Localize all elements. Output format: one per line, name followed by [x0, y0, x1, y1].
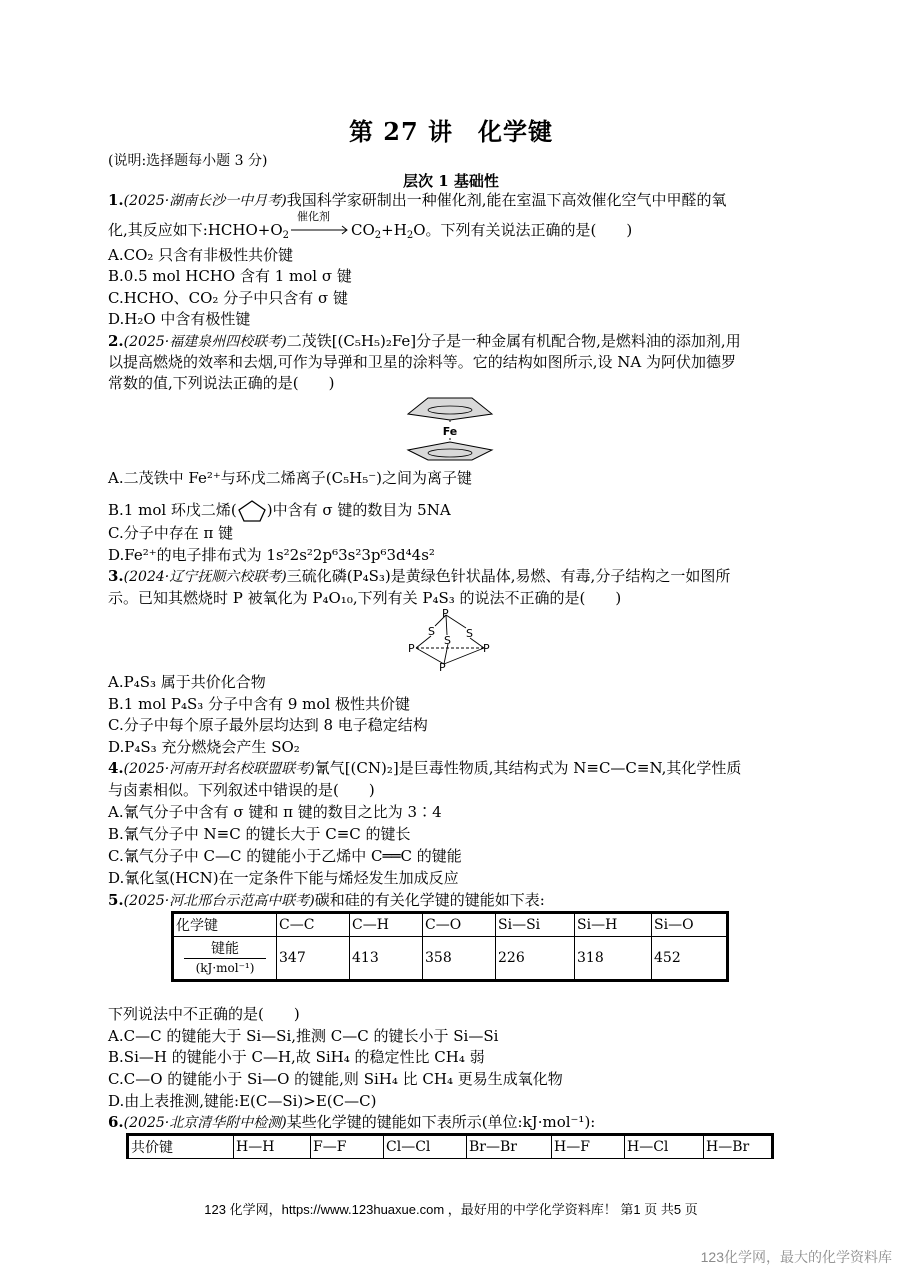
- table-header-cell: 化学键: [173, 913, 277, 937]
- table-header-cell: H—Br: [704, 1135, 773, 1159]
- q2-text-line1: 二茂铁[(C₅H₅)₂Fe]分子是一种金属有机配合物,是燃料油的添加剂,用: [286, 332, 741, 350]
- q5-option-a: A.C—C 的键能大于 Si—Si,推测 C—C 的键长小于 Si—Si: [108, 1027, 499, 1045]
- q1-line2: 化,其反应如下$:HCHO+O_2$ 催化剂 $CO_2+H_2O$。下列有关说法正确的是( ): [108, 220, 632, 240]
- q3-text-line1: 三硫化磷(P₄S₃)是黄绿色针状晶体,易燃、有毒,分子结构之一如图所: [286, 567, 731, 585]
- site-watermark: 123化学网，最大的化学资料库: [700, 1249, 892, 1265]
- q5-source: (2025·河北邢台示范高中联考): [123, 893, 315, 909]
- q4-option-a: A.氰气分子中含有 σ 键和 π 键的数目之比为 3∶4: [108, 803, 442, 821]
- q3-option-b: B.1 mol P₄S₃ 分子中含有 9 mol 极性共价键: [108, 695, 410, 713]
- q5-bond-energy-table: [171, 911, 729, 982]
- table-header-cell: F—F: [311, 1135, 384, 1159]
- catalyst-label: 催化剂: [297, 210, 330, 223]
- q5-number: 5.: [108, 891, 124, 909]
- table-header-cell: C—O: [423, 913, 496, 937]
- q1-line1: [108, 190, 726, 211]
- q5-line1: [108, 890, 545, 911]
- table-header-cell: Si—Si: [496, 913, 575, 937]
- q1-option-a: A.CO₂ 只含有非极性共价键: [108, 246, 294, 264]
- q5-text-line1: 碳和硅的有关化学键的键能如下表:: [314, 891, 545, 909]
- table-header-cell: Br—Br: [467, 1135, 552, 1159]
- table-header-cell: Si—H: [575, 913, 652, 937]
- q6-text-line1: 某些化学键的键能如下表所示(单位:kJ·mol⁻¹):: [286, 1113, 596, 1131]
- row-label-cell: [173, 937, 277, 981]
- q4-number: 4.: [108, 759, 124, 777]
- q2-number: 2.: [108, 332, 124, 350]
- q3-option-a: A.P₄S₃ 属于共价化合物: [108, 673, 266, 691]
- cyclopentadiene-icon: [237, 499, 267, 523]
- q2-option-c: C.分子中存在 π 键: [108, 524, 234, 542]
- q4-option-c: C.氰气分子中 C—C 的键能小于乙烯中 C══C 的键能: [108, 847, 462, 865]
- s-atom-right: S: [466, 627, 473, 640]
- table-header-row: [128, 1135, 773, 1159]
- q4-line2: 与卤素相似。下列叙述中错误的是( ): [108, 781, 375, 799]
- q5-option-c: C.C—O 的键能小于 Si—O 的键能,则 SiH₄ 比 CH₄ 更易生成氧化物: [108, 1070, 563, 1088]
- q2-line2: 以提高燃烧的效率和去烟,可作为导弹和卫星的涂料等。它的结构如图所示,设 NA 为阿伏加德罗: [108, 353, 737, 371]
- table-cell: 318: [575, 937, 652, 981]
- row-label-top: 键能: [211, 940, 239, 957]
- table-cell: 347: [277, 937, 350, 981]
- scoring-note: (说明:选择题每小题 3 分): [108, 153, 268, 169]
- section-heading: 层次 1 基础性: [403, 172, 499, 190]
- q1-reaction-left: 化,其反应如下:HCHO+O: [108, 221, 283, 239]
- table-row: [173, 937, 728, 981]
- q5-stem: 下列说法中不正确的是( ): [108, 1005, 300, 1023]
- table-cell: 226: [496, 937, 575, 981]
- q6-number: 6.: [108, 1113, 124, 1131]
- q4-line1: [108, 758, 741, 779]
- table-header-cell: 共价键: [128, 1135, 234, 1159]
- q3-option-d: D.P₄S₃ 充分燃烧会产生 SO₂: [108, 738, 300, 756]
- ferrocene-structure: [400, 394, 500, 464]
- q6-line1: [108, 1112, 595, 1133]
- table-header-cell: C—C: [277, 913, 350, 937]
- q2-line1: [108, 331, 741, 352]
- row-label-bottom: (kJ·mol⁻¹): [184, 958, 266, 977]
- q2-option-b: [108, 499, 451, 523]
- table-header-row: [173, 913, 728, 937]
- table-header-cell: Si—O: [652, 913, 728, 937]
- table-header-cell: Cl—Cl: [384, 1135, 467, 1159]
- q4-text-line1: 氰气[(CN)₂]是巨毒性物质,其结构式为 N≡C—C≡N,其化学性质: [314, 759, 742, 777]
- arrow-icon: [289, 220, 351, 240]
- table-cell: 358: [423, 937, 496, 981]
- q3-line1: [108, 566, 730, 587]
- q2-option-d: D.Fe²⁺的电子排布式为 1s²2s²2p⁶3s²3p⁶3d⁴4s²: [108, 546, 435, 564]
- q1-option-c: C.HCHO、CO₂ 分子中只含有 σ 键: [108, 289, 348, 307]
- page-footer: 123 化学网，https://www.123huaxue.com ，最好用的中学化学资料库！ 第1 页 共5 页: [204, 1202, 698, 1217]
- top-ring: [408, 398, 492, 420]
- p-atom-bottom: P: [439, 661, 446, 672]
- q4-option-d: D.氰化氢(HCN)在一定条件下能与烯烃发生加成反应: [108, 869, 459, 887]
- q3-line2: 示。已知其燃烧时 P 被氧化为 P₄O₁₀,下列有关 P₄S₃ 的说法不正确的是( ): [108, 589, 622, 607]
- q6-bond-energy-table: [126, 1133, 774, 1159]
- q2-source: (2025·福建泉州四校联考): [123, 334, 287, 350]
- q2-line3: 常数的值,下列说法正确的是( ): [108, 374, 335, 392]
- s-atom-mid: S: [444, 634, 451, 647]
- p-atom-right: P: [483, 642, 490, 655]
- p4s3-structure: [404, 606, 496, 672]
- q2-option-b-post: )中含有 σ 键的数目为 5NA: [266, 501, 451, 519]
- table-header-cell: H—Cl: [625, 1135, 704, 1159]
- q3-source: (2024·辽宁抚顺六校联考): [123, 569, 287, 585]
- p-atom-left: P: [408, 642, 415, 655]
- table-header-cell: C—H: [350, 913, 423, 937]
- table-cell: 413: [350, 937, 423, 981]
- q3-number: 3.: [108, 567, 124, 585]
- q1-source: (2025·湖南长沙一中月考): [123, 193, 287, 209]
- q1-text-line1: 我国科学家研制出一种催化剂,能在室温下高效催化空气中甲醛的氧: [286, 191, 727, 209]
- q6-source: (2025·北京清华附中检测): [123, 1115, 287, 1131]
- reaction-arrow: [289, 210, 351, 240]
- q2-option-a: A.二茂铁中 Fe²⁺与环戊二烯离子(C₅H₅⁻)之间为离子键: [108, 469, 472, 487]
- q1-stem: 。下列有关说法正确的是( ): [425, 221, 633, 239]
- page-title: 第 27 讲 化学键: [348, 117, 554, 146]
- q1-number: 1.: [108, 191, 124, 209]
- q1-option-b: B.0.5 mol HCHO 含有 1 mol σ 键: [108, 267, 352, 285]
- table-cell: 452: [652, 937, 728, 981]
- q3-option-c: C.分子中每个原子最外层均达到 8 电子稳定结构: [108, 716, 428, 734]
- q5-option-d: D.由上表推测,键能:E(C—Si)>E(C—C): [108, 1092, 377, 1110]
- p-atom-top: P: [442, 607, 449, 620]
- table-header-cell: H—F: [552, 1135, 625, 1159]
- q2-option-b-pre: B.1 mol 环戊二烯(: [108, 501, 237, 519]
- s-atom-left: S: [428, 625, 435, 638]
- table-header-cell: H—H: [234, 1135, 311, 1159]
- fe-label: Fe: [442, 425, 458, 438]
- q5-option-b: B.Si—H 的键能小于 C—H,故 SiH₄ 的稳定性比 CH₄ 弱: [108, 1048, 485, 1066]
- q1-option-d: D.H₂O 中含有极性键: [108, 310, 251, 328]
- q4-source: (2025·河南开封名校联盟联考): [123, 761, 315, 777]
- q4-option-b: B.氰气分子中 N≡C 的键长大于 C≡C 的键长: [108, 825, 411, 843]
